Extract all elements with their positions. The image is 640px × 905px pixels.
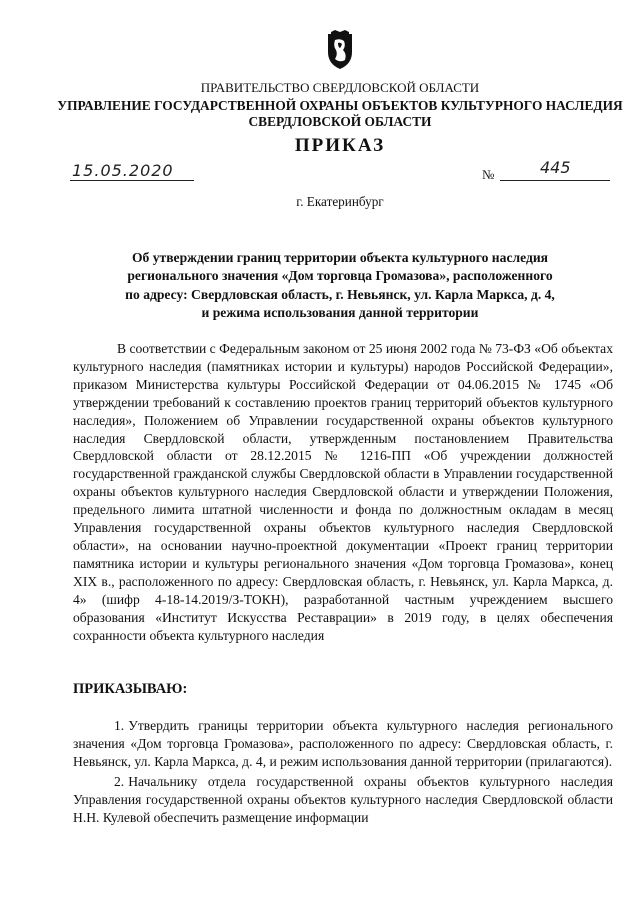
- subject-line-2: регионального значения «Дом торговца Громазова», расположенного: [127, 268, 553, 284]
- preamble-paragraph: В соответствии с Федеральным законом от 25 июня 2002 года № 73-ФЗ «Об объектах культурного наследия (памятниках истории и культуры) народов Российской Федерации», приказом Министерства культуры Российской Федерации от 04.06.2015 № 1745 «Об утверждении требований к составлению проектов границ территорий объектов культурного наследия», Положением об Управлении государственной охраны объектов культурного наследия Свердловской области, утвержденным постановлением Правительства Свердловской области от 28.12.2015 № 1216-ПП «Об учреждении должностей государственной гражданской службы Свердловской области в Управлении государственной охраны объектов культурного наследия Свердловской области и утверждении Положения, предельного лимита штатной численности и фонда по должностным окладам в месяц Управления государственной охраны объектов культурного наследия Свердловской области», на основании научно-проектной документации «Проект границ территории памятника истории и культуры регионального значения «Дом торговца Громазова», конец XIX в., расположенного по адресу: Свердловская область, г. Невьянск, ул. Карла Маркса, д. 4» (шифр 4-18-14.2019/З-ТОКН), разработанной частным учреждением высшего образования «Институт Искусства Реставрации» в 2019 году, в целях обеспечения сохранности объекта культурного наследия: [73, 341, 613, 643]
- order-items: [73, 717, 613, 828]
- order-item-text: Начальнику отдела государственной охраны объектов культурного наследия Управления государственной охраны объектов культурного наследия Свердловской области Н.Н. Кулевой обеспечить размещение информации: [73, 773, 613, 825]
- order-word: ПРИКАЗЫВАЮ:: [73, 681, 188, 697]
- document-date: 15.05.2020: [72, 161, 174, 180]
- number-sign: №: [482, 167, 495, 182]
- document-number: 445: [540, 158, 571, 177]
- city: г. Екатеринбург: [296, 194, 384, 209]
- coat-of-arms-icon: [326, 30, 354, 70]
- order-item-number: 1.: [114, 718, 125, 733]
- order-item-text: Утвердить границы территории объекта культурного наследия регионального значения «Дом торговца Громазова», расположенного по адресу: Свердловская область, г. Невьянск, ул. Карла Маркса, д. 4, и режим использования данной территории (прилагаются).: [73, 718, 613, 769]
- order-item: [73, 717, 613, 771]
- order-item-number: 2.: [114, 773, 125, 789]
- subject-line-3: по адресу: Свердловская область, г. Невьянск, ул. Карла Маркса, д. 4,: [125, 286, 555, 302]
- document-subject: [0, 249, 640, 323]
- preamble: [73, 340, 613, 644]
- department-line-1: УПРАВЛЕНИЕ ГОСУДАРСТВЕННОЙ ОХРАНЫ ОБЪЕКТОВ КУЛЬТУРНОГО НАСЛЕДИЯ: [57, 98, 623, 113]
- government-name: ПРАВИТЕЛЬСТВО СВЕРДЛОВСКОЙ ОБЛАСТИ: [200, 80, 480, 95]
- department-name: [0, 98, 640, 130]
- document-title: ПРИКАЗ: [294, 135, 386, 156]
- order-item: [73, 773, 613, 827]
- subject-line-4: и режима использования данной территории: [201, 305, 479, 321]
- subject-line-1: Об утверждении границ территории объекта культурного наследия: [131, 250, 549, 265]
- department-line-2: СВЕРДЛОВСКОЙ ОБЛАСТИ: [248, 114, 432, 129]
